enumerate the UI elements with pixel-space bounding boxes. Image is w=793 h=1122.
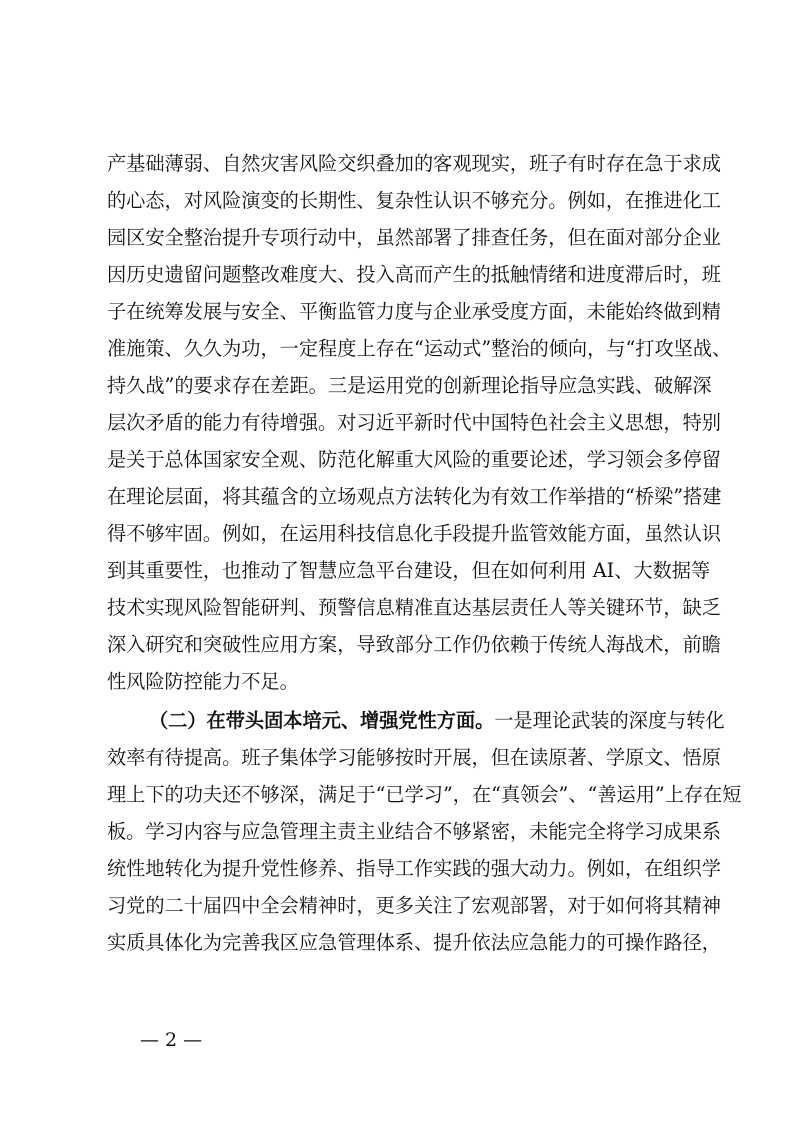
paragraph2-line-2: 效率有待提高。班子集体学习能够按时开展，但在读原著、学原文、悟原	[107, 746, 721, 769]
paragraph1-line-15: 性风险防控能力不足。	[107, 670, 299, 693]
paragraph2-line-7: 实质具体化为完善我区应急管理体系、提升依法应急能力的可操作路径，	[107, 931, 721, 954]
paragraph2-line-6: 习党的二十届四中全会精神时，更多关注了宏观部署，对于如何将其精神	[107, 894, 721, 917]
paragraph1-line-14: 深入研究和突破性应用方案，导致部分工作仍依赖于传统人海战术，前瞻	[107, 633, 721, 656]
paragraph1-line-4: 因历史遗留问题整改难度大、投入高而产生的抵触情绪和进度滞后时，班	[107, 263, 721, 286]
paragraph1-line-10: 在理论层面，将其蕴含的立场观点方法转化为有效工作举措的“桥梁”搭建	[107, 485, 722, 508]
section-heading: （二）在带头固本培元、增强党性方面。	[149, 709, 495, 732]
paragraph2-first-line	[149, 707, 725, 735]
paragraph1-line-1: 产基础薄弱、自然灾害风险交织叠加的客观现实，班子有时存在急于求成	[107, 152, 721, 175]
paragraph1-line-11: 得不够牢固。例如，在运用科技信息化手段提升监管效能方面，虽然认识	[107, 522, 721, 545]
paragraph2-line-4: 板。学习内容与应急管理主责主业结合不够紧密，未能完全将学习成果系	[107, 820, 721, 843]
paragraph1-line-2: 的心态，对风险演变的长期性、复杂性认识不够充分。例如，在推进化工	[107, 189, 721, 212]
paragraph1-line-6: 准施策、久久为功，一定程度上存在“运动式”整治的倾向，与“打攻坚战、	[107, 337, 732, 360]
paragraph2-line-5: 统性地转化为提升党性修养、指导工作实践的强大动力。例如，在组织学	[107, 857, 721, 880]
paragraph1-line-12: 到其重要性，也推动了智慧应急平台建设，但在如何利用 AI、大数据等	[107, 559, 711, 582]
paragraph1-line-7: 持久战”的要求存在差距。三是运用党的创新理论指导应急实践、破解深	[107, 374, 712, 397]
paragraph2-first-line-text: 一是理论武装的深度与转化	[494, 709, 725, 732]
paragraph1-line-5: 子在统筹发展与安全、平衡监管力度与企业承受度方面，未能始终做到精	[107, 300, 721, 323]
paragraph1-line-8: 层次矛盾的能力有待增强。对习近平新时代中国特色社会主义思想，特别	[107, 411, 721, 434]
paragraph1-line-3: 园区安全整治提升专项行动中，虽然部署了排查任务，但在面对部分企业	[107, 226, 721, 249]
paragraph1-line-9: 是关于总体国家安全观、防范化解重大风险的重要论述，学习领会多停留	[107, 448, 721, 471]
page-number: — 2 —	[140, 1029, 203, 1051]
paragraph1-line-13: 技术实现风险智能研判、预警信息精准直达基层责任人等关键环节，缺乏	[107, 596, 721, 619]
paragraph2-line-3: 理上下的功夫还不够深，满足于“已学习”，在“真领会”、“善运用”上存在短	[107, 783, 742, 806]
